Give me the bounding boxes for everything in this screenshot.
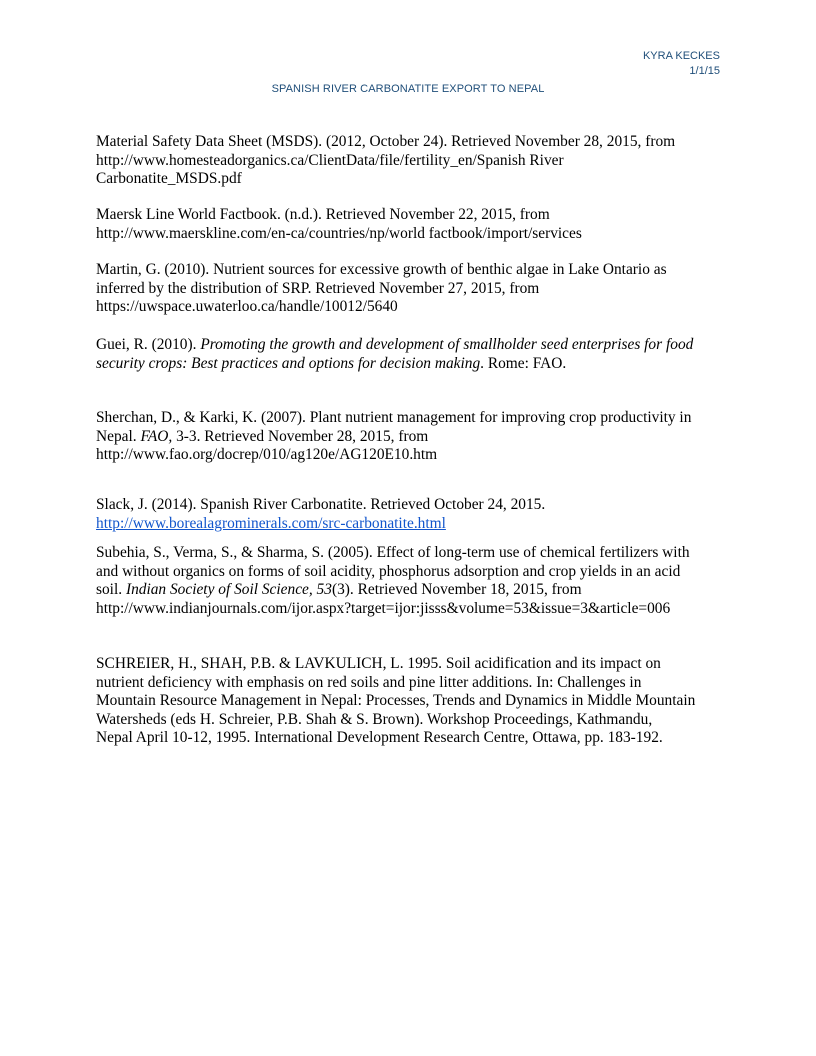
reference-text: 3-3. Retrieved November 28, 2015, from xyxy=(172,427,429,445)
reference-guei xyxy=(96,336,693,373)
reference-title-italic: Promoting the growth and development of smallholder seed enterprises for food xyxy=(200,336,694,353)
reference-journal-italic: FAO, xyxy=(140,427,173,445)
reference-line xyxy=(96,355,693,374)
reference-journal-italic: Indian Society of Soil Science, 53 xyxy=(125,581,332,599)
reference-line: http://www.homesteadorganics.ca/ClientData/file/fertility_en/Spanish River xyxy=(96,151,564,169)
reference-msds xyxy=(96,133,675,189)
reference-line: nutrient deficiency with emphasis on red soils and pine litter additions. In: Challenges in xyxy=(96,673,642,691)
reference-line: Mountain Resource Management in Nepal: Processes, Trends and Dynamics in Middle Mountain xyxy=(96,692,696,710)
reference-line: Sherchan, D., & Karki, K. (2007). Plant nutrient management for improving crop productivity in xyxy=(96,409,692,426)
reference-martin xyxy=(96,261,667,317)
reference-line xyxy=(96,581,690,600)
reference-line: Slack, J. (2014). Spanish River Carbonatite. Retrieved October 24, 2015. xyxy=(96,496,546,513)
reference-subehia xyxy=(96,544,690,618)
reference-schreier xyxy=(96,655,695,748)
reference-line: Nepal April 10-12, 1995. International Development Research Centre, Ottawa, pp. 183-192. xyxy=(96,729,663,747)
reference-line: http://www.fao.org/docrep/010/ag120e/AG120E10.htm xyxy=(96,446,438,464)
header-date: 1/1/15 xyxy=(689,65,720,77)
reference-line xyxy=(96,336,693,355)
reference-text: . Rome: FAO. xyxy=(480,354,567,372)
reference-line: Subehia, S., Verma, S., & Sharma, S. (2005). Effect of long-term use of chemical fertilizers with xyxy=(96,544,690,561)
reference-title-italic: security crops: Best practices and options for decision making xyxy=(96,354,481,372)
reference-line: inferred by the distribution of SRP. Retrieved November 27, 2015, from xyxy=(96,279,540,297)
reference-sherchan xyxy=(96,409,691,465)
reference-line: and without organics on forms of soil acidity, phosphorus adsorption and crop yields in an acid xyxy=(96,562,681,580)
page-header xyxy=(643,49,720,79)
reference-maersk xyxy=(96,206,582,243)
header-author: KYRA KECKES xyxy=(642,50,720,62)
reference-line: SCHREIER, H., SHAH, P.B. & LAVKULICH, L. 1995. Soil acidification and its impact on xyxy=(96,655,661,672)
reference-line: Carbonatite_MSDS.pdf xyxy=(96,170,242,188)
reference-line: Martin, G. (2010). Nutrient sources for excessive growth of benthic algae in Lake Ontario as xyxy=(96,261,667,278)
reference-text: Guei, R. (2010). xyxy=(96,336,201,353)
reference-line: Watersheds (eds H. Schreier, P.B. Shah & S. Brown). Workshop Proceedings, Kathmandu, xyxy=(96,710,653,728)
reference-line xyxy=(96,428,691,447)
running-title: SPANISH RIVER CARBONATITE EXPORT TO NEPAL xyxy=(271,83,545,95)
reference-line: http://www.maerskline.com/en-ca/countries/np/world factbook/import/services xyxy=(96,224,582,242)
reference-link[interactable]: http://www.borealagrominerals.com/src-carbonatite.html xyxy=(96,514,446,532)
reference-line: Material Safety Data Sheet (MSDS). (2012, October 24). Retrieved November 28, 2015, from xyxy=(96,133,676,150)
reference-text: (3). Retrieved November 18, 2015, from xyxy=(331,581,582,599)
reference-slack xyxy=(96,496,545,533)
reference-text: soil. xyxy=(96,581,126,599)
reference-line: https://uwspace.uwaterloo.ca/handle/10012/5640 xyxy=(96,298,398,316)
reference-line: Maersk Line World Factbook. (n.d.). Retrieved November 22, 2015, from xyxy=(96,206,550,223)
reference-text: Nepal. xyxy=(96,427,141,445)
reference-line: http://www.indianjournals.com/ijor.aspx?target=ijor:jisss&volume=53&issue=3&article=006 xyxy=(96,599,671,617)
